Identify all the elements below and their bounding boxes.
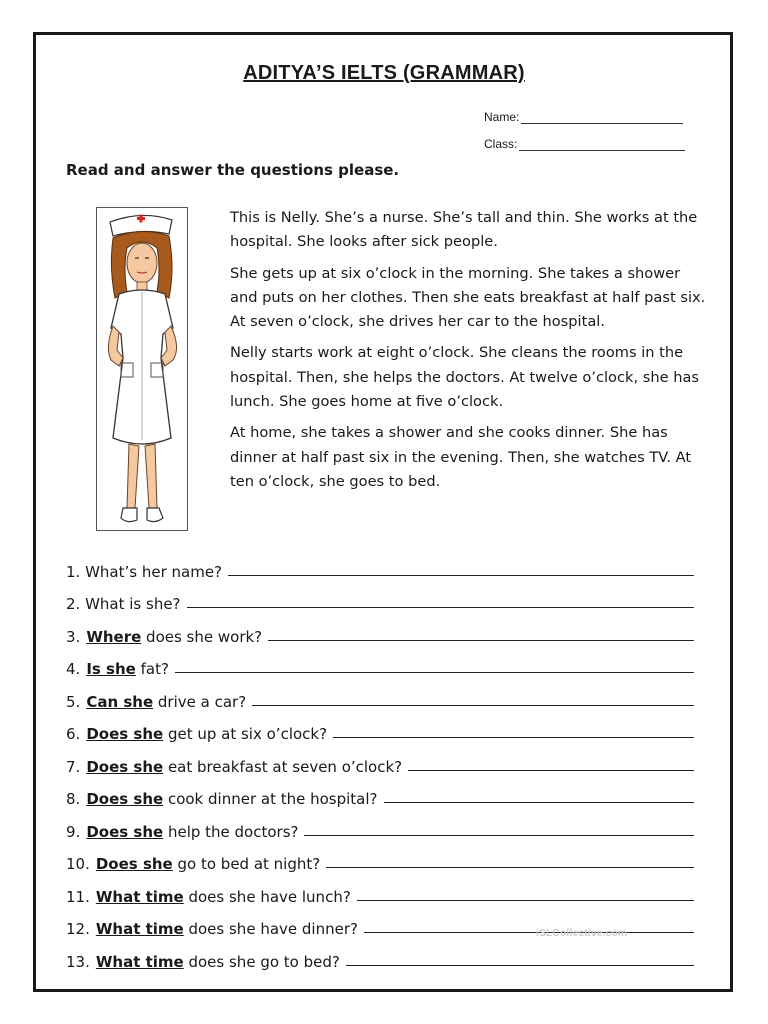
question-text: cook dinner at the hospital? [163, 790, 378, 808]
name-field [484, 110, 683, 124]
passage-paragraph: She gets up at six o’clock in the morning. She takes a shower and puts on her clothes. Then she eats breakfast at half past six. At seven o’clock, she drives her car to the hospital. [230, 264, 706, 331]
answer-line[interactable] [252, 705, 694, 706]
question-number: 8. [66, 790, 81, 808]
answer-line[interactable] [304, 835, 694, 836]
question-number: 4. [66, 660, 81, 678]
question-number: 6. [66, 725, 81, 743]
name-blank-line[interactable] [521, 113, 683, 124]
question-keyword: What time [95, 920, 184, 938]
question-text: does she have dinner? [183, 920, 358, 938]
question-item [66, 841, 706, 874]
class-blank-line[interactable] [519, 140, 685, 151]
question-number: 1. [66, 562, 81, 581]
question-item [66, 711, 706, 744]
class-label: Class: [484, 137, 518, 151]
question-number: 2. [66, 595, 81, 613]
nurse-drawing [97, 208, 187, 530]
question-text: does she work? [141, 627, 263, 646]
question-text: help the doctors? [163, 822, 299, 841]
reading-passage [230, 206, 710, 501]
question-text: fat? [135, 660, 169, 678]
question-number: 7. [66, 757, 81, 776]
question-text: get up at six o’clock? [163, 725, 328, 743]
question-item [66, 743, 706, 776]
question-keyword: Where [86, 627, 142, 646]
question-keyword: What time [95, 887, 184, 906]
question-number: 13. [66, 952, 90, 971]
worksheet-title: ADITYA’S IELTS (GRAMMAR) [243, 62, 525, 84]
question-number: 9. [66, 822, 81, 841]
question-item [66, 873, 706, 906]
passage-paragraph: At home, she takes a shower and she cooks dinner. She has dinner at half past six in the evening. Then, she watches TV. At ten o’clock, she goes to bed. [230, 424, 692, 490]
answer-line[interactable] [408, 770, 694, 771]
question-number: 12. [66, 920, 90, 938]
question-keyword: Does she [86, 725, 164, 743]
answer-line[interactable] [228, 575, 694, 576]
answer-line[interactable] [346, 965, 694, 966]
question-keyword: Does she [86, 790, 164, 808]
question-text: eat breakfast at seven o’clock? [163, 757, 403, 776]
answer-line[interactable] [364, 932, 694, 933]
answer-line[interactable] [326, 867, 694, 868]
question-keyword: Does she [95, 855, 173, 873]
question-item [66, 613, 706, 646]
answer-line[interactable] [187, 607, 694, 608]
class-field [484, 137, 685, 151]
answer-line[interactable] [357, 900, 694, 901]
question-item [66, 938, 706, 971]
answer-line[interactable] [175, 672, 694, 673]
question-keyword: What time [95, 952, 184, 971]
question-item [66, 646, 706, 679]
question-keyword: Can she [86, 692, 154, 711]
question-item [66, 581, 706, 614]
question-item [66, 776, 706, 809]
instruction-text: Read and answer the questions please. [66, 161, 400, 179]
question-item [66, 548, 706, 581]
nurse-illustration [96, 207, 188, 531]
question-text: go to bed at night? [172, 855, 321, 873]
answer-line[interactable] [333, 737, 694, 738]
question-text: does she have lunch? [183, 887, 351, 906]
question-keyword: Is she [86, 660, 136, 678]
passage-paragraph: Nelly starts work at eight o’clock. She cleans the rooms in the hospital. Then, she helps the doctors. At twelve o’clock, she has lunch. She goes home at five o’clock. [230, 344, 699, 411]
question-number: 3. [66, 627, 81, 646]
question-text: drive a car? [153, 692, 247, 711]
question-text: does she go to bed? [183, 952, 340, 971]
name-label: Name: [484, 110, 520, 124]
question-text: What’s her name? [80, 562, 223, 581]
question-keyword: Does she [86, 757, 164, 776]
question-item [66, 808, 706, 841]
question-number: 10. [66, 855, 90, 873]
question-keyword: Does she [86, 822, 164, 841]
question-list [66, 548, 706, 971]
question-number: 5. [66, 692, 81, 711]
question-number: 11. [66, 887, 90, 906]
question-item [66, 678, 706, 711]
answer-line[interactable] [384, 802, 695, 803]
answer-line[interactable] [268, 640, 694, 641]
passage-paragraph: This is Nelly. She’s a nurse. She’s tall and thin. She works at the hospital. She looks after sick people. [230, 209, 698, 251]
watermark-text: iSLCollective.com [536, 928, 628, 939]
question-text: What is she? [80, 595, 181, 613]
